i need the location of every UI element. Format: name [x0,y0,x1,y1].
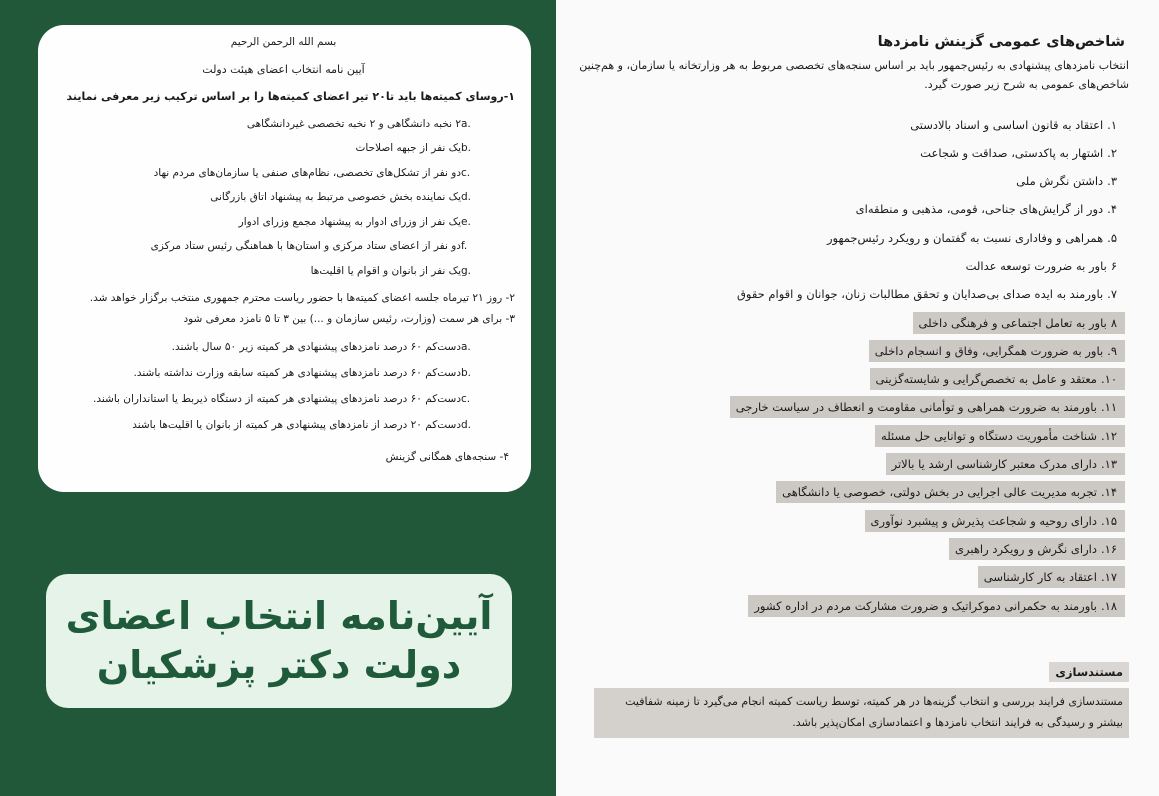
criterion-number: ۱۶. [1100,541,1117,556]
criteria-page [556,0,1159,796]
criterion-item [574,592,1125,620]
criterion-number: ۱۷. [1100,570,1117,585]
banner-line-2: دولت دکتر پزشکیان [96,643,462,687]
criterion-item [574,280,1125,308]
criterion-number: ۸ [1110,315,1117,330]
criterion-number: ۳. [1107,174,1117,189]
criterion-number: ۱۸. [1100,598,1117,613]
criterion-text: شناخت مأموریت دستگاه و توانایی حل مسئله [881,428,1097,443]
criterion-item [574,365,1125,393]
criterion-line [914,142,1125,164]
criterion-line [875,425,1125,447]
criterion-number: ۲. [1107,145,1117,160]
criterion-line [949,538,1125,560]
criterion-text: داشتن نگرش ملی [1016,174,1104,189]
criterion-line [821,227,1125,249]
criterion-text: اشتهار به پاکدستی، صداقت و شجاعت [920,145,1104,160]
sub-item-text: یک نفر از وزرای ادوار به پیشنهاد مجمع وزرای ادوار [238,215,461,228]
criterion-number: ۱۲. [1100,428,1117,443]
sub-item [52,412,477,438]
criterion-item [574,535,1125,563]
sub-item-letter: a. [461,341,471,353]
document-title: آیین نامه انتخاب اعضای هیئت دولت [202,62,365,76]
criterion-number: ۹. [1107,343,1117,358]
criterion-item [574,195,1125,223]
criterion-text: باورمند به ایده صدای بی‌صدایان و تحقق مطالبات زنان، جوانان و اقوام حقوق [736,287,1104,302]
criterion-item [574,309,1125,337]
criterion-line [776,481,1125,503]
sub-item [52,136,477,161]
documentation-heading: مستندسازی [1049,662,1129,682]
title-banner [46,574,512,708]
criteria-intro: انتخاب نامزدهای پیشنهادی به رئیس‌جمهور باید بر اساس سنجه‌های تخصصی مربوط به هر وزارتخانه یا سازمان، و هم‌چنین شاخص‌های عمومی به شرح زیر صورت گیرد. [579,59,1129,92]
criterion-text: همراهی و وفاداری نسبت به گفتمان و رویکرد رئیس‌جمهور [826,230,1104,245]
criterion-number: ۱. [1107,117,1117,132]
criterion-item [574,224,1125,252]
sub-item [52,185,477,210]
sub-item-text: دست‌کم ۶۰ درصد نامزدهای پیشنهادی هر کمیته از دستگاه ذیربط یا استانداران باشند. [93,393,461,405]
item-2: ۲- روز ۲۱ تیرماه جلسه اعضای کمیته‌ها با حضور ریاست محترم جمهوری منتخب برگزار خواهد شد. [89,292,515,304]
sub-item-letter: b. [461,142,472,154]
item-4: ۴- سنجه‌های همگانی گزینش [385,451,509,463]
criterion-text: باور به تعامل اجتماعی و فرهنگی داخلی [918,315,1107,330]
criterion-line [850,198,1125,220]
criterion-number: ۵. [1107,230,1117,245]
criterion-text: دور از گرایش‌های جناحی، قومی، مذهبی و منطقه‌ای [855,202,1104,217]
sub-item-text: دو نفر از اعضای ستاد مرکزی و استان‌ها با هماهنگی رئیس ستاد مرکزی [150,240,461,252]
criterion-line [870,368,1126,390]
sub-item-text: یک نماینده بخش خصوصی مرتبط به پیشنهاد اتاق بازرگانی [210,191,461,203]
sub-item-letter: d. [461,191,472,203]
criterion-line [730,396,1125,418]
sub-item [52,234,477,259]
sub-item-letter: c. [461,393,471,405]
sub-item-text: دست‌کم ۲۰ درصد از نامزدهای پیشنهادی هر کمیته از بانوان یا اقلیت‌ها باشند [132,419,461,431]
sub-item-letter: c. [461,166,471,179]
criterion-text: باور به ضرورت توسعه عدالت [965,258,1107,273]
sub-item-letter: a. [461,117,471,130]
criterion-text: اعتقاد به قانون اساسی و اسناد بالادستی [910,117,1104,132]
criterion-text: باور به ضرورت همگرایی، وفاق و انسجام داخلی [874,343,1104,358]
criterion-item [574,393,1125,421]
criterion-number: ۱۳. [1100,457,1117,472]
criteria-list [574,111,1125,620]
regulation-document-card [38,25,531,492]
criterion-text: دارای نگرش و رویکرد راهبری [955,541,1097,556]
sub-item-text: دست‌کم ۶۰ درصد نامزدهای پیشنهادی هر کمیته سابقه وزارت نداشته باشند. [133,367,461,379]
sub-item [52,112,477,137]
criterion-item [574,337,1125,365]
criterion-number: ۷. [1107,287,1117,302]
sub-item-text: دو نفر از تشکل‌های تخصصی، نظام‌های صنفی یا سازمان‌های مردم نهاد [153,166,461,179]
criterion-text: معتقد و عامل به تخصص‌گرایی و شایسته‌گزینی [875,372,1097,387]
criterion-text: باورمند به حکمرانی دموکراتیک و ضرورت مشارکت مردم در اداره کشور [754,598,1097,613]
item-1-sublist [52,112,477,284]
criterion-item [574,563,1125,591]
criterion-line [960,255,1125,277]
criterion-item [574,139,1125,167]
sub-item [52,386,477,412]
criterion-line [904,114,1125,136]
criterion-item [574,507,1125,535]
criterion-line [865,510,1125,532]
sub-item-letter: d. [461,419,472,431]
criterion-item [574,478,1125,506]
criterion-line [886,453,1125,475]
sub-item-letter: f. [461,240,468,252]
sub-item-text: ۲ نخبه دانشگاهی و ۲ نخبه تخصصی غیردانشگاهی [246,117,461,130]
criterion-line [978,566,1125,588]
criterion-item [574,111,1125,139]
sub-item-letter: b. [461,367,472,379]
sub-item [52,334,477,360]
criterion-text: اعتقاد به کار کارشناسی [983,570,1097,585]
criterion-text: دارای روحیه و شجاعت پذیرش و پیشبرد نوآوری [870,513,1097,528]
sub-item-letter: e. [461,215,471,228]
basmala: بسم الله الرحمن الرحیم [230,36,337,48]
criterion-number: ۱۴. [1100,485,1117,500]
criterion-item [574,252,1125,280]
item-1: ۱-روسای کمیته‌ها باید تا۲۰ تیر اعضای کمیته‌ها را بر اساس ترکیب زیر معرفی نمایند [66,89,515,103]
documentation-text: مستندسازی فرایند بررسی و انتخاب گزینه‌ها در هر کمیته، توسط ریاست کمیته انجام می‌گیرد تا زمینه شفافیت بیشتر و رسیدگی به فرایند انتخاب نامزدها و اعتمادسازی امکان‌پذیر باشد. [594,688,1129,738]
criterion-item [574,167,1125,195]
criteria-title: شاخص‌های عمومی گزینش نامزدها [877,34,1125,50]
sub-item [52,259,477,284]
criterion-item [574,422,1125,450]
criterion-number: ۱۵. [1100,513,1117,528]
criterion-text: دارای مدرک معتبر کارشناسی ارشد یا بالاتر [891,457,1097,472]
criterion-line [748,595,1125,617]
sub-item [52,210,477,235]
criterion-text: تجربه مدیریت عالی اجرایی در بخش دولتی، خصوصی یا دانشگاهی [782,485,1097,500]
sub-item-text: دست‌کم ۶۰ درصد نامزدهای پیشنهادی هر کمیته زیر ۵۰ سال باشند. [171,341,461,353]
criterion-text: باورمند به ضرورت همراهی و توأمانی مقاومت و انعطاف در سیاست خارجی [735,400,1097,415]
sub-item-text: یک نفر از بانوان و اقوام یا اقلیت‌ها [310,264,461,277]
criterion-line [913,312,1125,334]
criterion-number: ۴. [1107,202,1117,217]
criterion-number: ۶ [1110,258,1117,273]
criterion-number: ۱۱. [1100,400,1117,415]
sub-item-text: یک نفر از جبهه اصلاحات [355,142,461,154]
sub-item [52,360,477,386]
criterion-line [731,283,1125,305]
criterion-line [869,340,1125,362]
criterion-item [574,450,1125,478]
sub-item [52,161,477,186]
item-3: ۳- برای هر سمت (وزارت، رئیس سازمان و ...) بین ۳ تا ۵ نامزد معرفی شود [183,312,515,325]
left-panel [0,0,556,796]
criterion-line [1010,170,1125,192]
criterion-number: ۱۰. [1100,372,1117,387]
sub-item-letter: g. [461,264,472,277]
item-3-sublist [52,334,477,438]
banner-line-1: آیین‌نامه انتخاب اعضای [65,594,493,639]
